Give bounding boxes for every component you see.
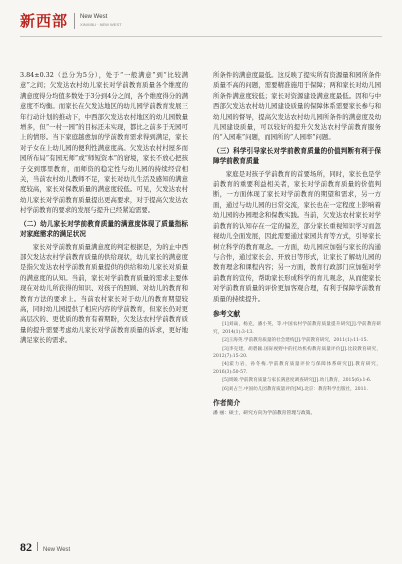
paragraph: 家长对学前教育质量满意度的判定根据是，为的止中西部欠发达农村学前教育质量的供给现状，幼儿家长的满意度是指欠发达农村学前教育质量提供的供给和幼儿家长对质量的满意度的认知。当前，家长对学前教育质量的需求主要体现在对幼儿所获得的知识、对孩子的照顾、对幼儿的教育和教育方法的要求上。当前农村家长对于幼儿的教育期望较高，同时幼儿园提供了相应内容的学前教育，但家长仍对更高层次的、更优质的教育有着期盼，欠发达农村学前教育质量的提升需要考虑幼儿家长对学前教育质量的诉求，更好地满足家长的需求。 bbox=[20, 242, 188, 345]
logo-chinese: 新西部 bbox=[20, 12, 69, 30]
paragraph: 家庭是对孩子学前教育的首要场所，同时，家长也是学前教育的重要利益相关者，家长对学前教育质量的价值判断，一方面体现了家长对学前教育的期望和需求，另一方面，通过与幼儿园的日常交流，家长也在一定程度上影响着幼儿园的办园理念和保教实践。当前，欠发达农村家长对学前教育的认知存在一定的偏差，部分家长重视知识学习而忽视幼儿全面发展，因此需要通过家园共育等方式，引导家长树立科学的教育观念。一方面，幼儿园应加强与家长的沟通与合作，通过家长会、开放日等形式，让家长了解幼儿园的教育理念和课程内容；另一方面，教育行政部门应加强对学前教育的宣传，帮助家长形成科学的育儿观念，从而使家长对学前教育质量的评价更加客观合理，有利于保障学前教育质量的持续提升。 bbox=[213, 169, 381, 303]
page-number: 82 bbox=[20, 540, 32, 554]
footer-magazine-name: New West bbox=[43, 547, 71, 553]
section-heading: （二）幼儿家长对学前教育质量的满意度体现了质量指标对家庭需求的满足状况 bbox=[20, 219, 188, 239]
paragraph: 3.84±0.32（总分为5分），处于“一般满意”到“比较满意”之间；欠发达农村幼儿家长对学前教育质量各个维度的满意度得分均值多数处于3分到4分之间，各个维度得分的满意度不均衡。而家长在欠发达地区的幼儿园学前教育发展三年行动计划的推动下，中西部欠发达农村地区的幼儿园数量增多，但“一村一园”的目标还未实现，都比之前多于无园可上的情形。当下家庭越愈加的学前教育需求得到满足，家长对子女在上幼儿园的便利性满意度高。欠发达农村村屋多而园所布局“有园无师”或“师短资本”的窘境，家长不放心把孩子交到那里教育，而师资的稳定性与幼儿园的持续经营相关，当前农村幼儿教师不足，家长对幼儿生活及感知的满意度较高，家长对保教质量的满意度较低。可见，欠发达农村幼儿家长对学前教育质量提出更高要求，对于提高欠发达农村学前教育的要求的发展与提升已经紧迫需要。 bbox=[20, 71, 188, 215]
reference-item: [1]刘焱，杨克，潘小英，等.中国农村学前教育质量提升研究[J].学前教育研究，2014(1):3-13. bbox=[213, 322, 381, 335]
magazine-logo bbox=[20, 10, 122, 31]
header-divider bbox=[20, 36, 382, 37]
reference-item: [3]李克建，胡碧颖.国际视野中的托幼机构教育质量评价[J].比较教育研究，2012(7):15-20. bbox=[213, 346, 381, 359]
paragraph: 所条件的满意度最低。这反映了提实所有资源量和园所条件质量不高的问题，需要精准施用于保障；两和家长对幼儿园所条件满意度较低；家长对资源建设满意度最低。因和与中西部欠发达农村幼儿园建设质量的保障体系需要家长参与和幼儿园的督导，提高欠发达农村幼儿园所条件的满意度及幼儿园建设质量，可以较好的提升欠发达农村学前教育服务的“入园难”问题，而园所的“人园率”问题。 bbox=[213, 71, 381, 142]
section-heading: （三）科学引导家长对学前教育质量的价值判断有利于保障学前教育质量 bbox=[213, 146, 381, 166]
reference-item: [4]霍力岩，孙冬梅.学前教育质量评价与保障体系研究[J].教育研究，2016(3):50-57. bbox=[213, 362, 381, 375]
author-bio-text: 潘 丽：硕士，研究方向为学前教育管理与政策。 bbox=[213, 411, 316, 417]
page-header bbox=[0, 0, 402, 58]
page-footer bbox=[20, 540, 70, 555]
reference-item: [6]刘占兰.中国幼儿园教育质量评价[M].北京：教育科学出版社，2011. bbox=[222, 386, 368, 392]
logo-english: New West XINXIBU · NEW WEST bbox=[74, 13, 122, 29]
left-column bbox=[20, 70, 188, 516]
reference-item: [5]周兢.学前教育质量与家长满意度调查研究[J].幼儿教育，2015(6):1-6. bbox=[222, 378, 372, 384]
reference-item: [2]王海英.学前教育质量的社会建构[J].学前教育研究，2011(1):11-15. bbox=[222, 338, 368, 344]
footer-divider bbox=[37, 542, 38, 551]
references-title: 参考文献 bbox=[213, 309, 241, 318]
right-column bbox=[213, 70, 381, 540]
author-bio-title: 作者简介 bbox=[213, 399, 241, 407]
